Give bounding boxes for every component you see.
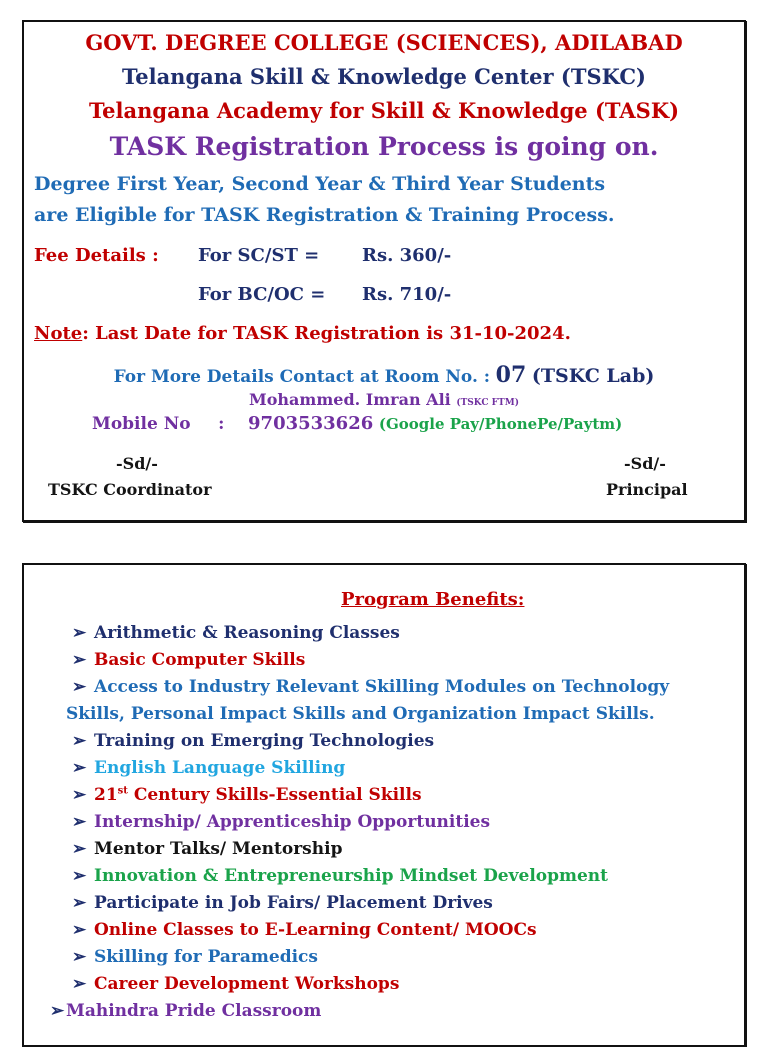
arrow-bullet-icon: ➢: [72, 677, 87, 697]
arrow-bullet-icon: ➢: [72, 758, 87, 778]
mobile-number: 9703533626: [248, 413, 374, 434]
benefit-item: ➢ Career Development Workshops: [72, 974, 400, 994]
registration-notice-box: [22, 20, 746, 522]
college-name: GOVT. DEGREE COLLEGE (SCIENCES), ADILABAD: [85, 30, 683, 55]
benefit-item: ➢ Mentor Talks/ Mentorship: [72, 839, 343, 859]
principal-signature: -Sd/-: [624, 454, 666, 473]
benefit-item: ➢ Online Classes to E-Learning Content/ MOOCs: [72, 920, 537, 940]
arrow-bullet-icon: ➢: [50, 1001, 65, 1021]
benefit-item: ➢ Basic Computer Skills: [72, 650, 306, 670]
mobile-separator: :: [218, 414, 225, 434]
arrow-bullet-icon: ➢: [72, 623, 87, 643]
benefit-item: ➢ Mahindra Pride Classroom: [50, 1001, 322, 1021]
benefits-title: Program Benefits:: [341, 589, 525, 610]
benefit-item: ➢ Training on Emerging Technologies: [72, 731, 435, 751]
fee-sc-st-category: For SC/ST =: [198, 245, 320, 266]
arrow-bullet-icon: ➢: [72, 731, 87, 751]
eligibility-line-1: Degree First Year, Second Year & Third Year Students: [34, 173, 606, 195]
arrow-bullet-icon: ➢: [72, 893, 87, 913]
benefit-item: ➢ Internship/ Apprenticeship Opportunities: [72, 812, 491, 832]
room-number: 07: [495, 362, 527, 388]
coordinator-title: TSKC Coordinator: [48, 480, 212, 499]
note-label: Note: [34, 323, 83, 344]
program-benefits-box: [22, 563, 746, 1047]
benefit-item: ➢ Access to Industry Relevant Skilling Modules on Technology: [72, 677, 670, 697]
arrow-bullet-icon: ➢: [72, 920, 87, 940]
fee-bc-oc-amount: Rs. 710/-: [362, 284, 452, 305]
fee-bc-oc-category: For BC/OC =: [198, 284, 326, 305]
contact-name: Mohammed. Imran Ali: [249, 390, 451, 409]
benefit-item: ➢ Arithmetic & Reasoning Classes: [72, 623, 400, 643]
center-name: Telangana Skill & Knowledge Center (TSKC): [122, 64, 646, 89]
benefit-item: ➢ Participate in Job Fairs/ Placement Drives: [72, 893, 493, 913]
arrow-bullet-icon: ➢: [72, 839, 87, 859]
fee-label: Fee Details :: [34, 245, 159, 266]
coordinator-signature: -Sd/-: [116, 454, 158, 473]
benefit-item: ➢ 21st Century Skills-Essential Skills: [72, 785, 422, 805]
arrow-bullet-icon: ➢: [72, 812, 87, 832]
deadline-note: [34, 323, 571, 344]
note-text: : Last Date for TASK Registration is 31-10-2024.: [82, 323, 571, 344]
room-suffix: (TSKC Lab): [531, 365, 655, 387]
arrow-bullet-icon: ➢: [72, 650, 87, 670]
headline: TASK Registration Process is going on.: [109, 132, 659, 161]
mobile-line: [92, 413, 622, 434]
benefit-item: ➢ English Language Skilling: [72, 758, 346, 778]
arrow-bullet-icon: ➢: [72, 974, 87, 994]
principal-title: Principal: [606, 480, 688, 499]
contact-room-line: [24, 362, 744, 388]
arrow-bullet-icon: ➢: [72, 866, 87, 886]
benefit-item: ➢ Innovation & Entrepreneurship Mindset Development: [72, 866, 609, 886]
mobile-label: Mobile No: [92, 414, 191, 434]
payment-methods: (Google Pay/PhonePe/Paytm): [378, 415, 623, 433]
benefit-item-continuation: Skills, Personal Impact Skills and Organization Impact Skills.: [66, 704, 655, 724]
academy-name: Telangana Academy for Skill & Knowledge (TASK): [88, 98, 680, 123]
contact-person-line: [24, 390, 744, 409]
fee-sc-st-amount: Rs. 360/-: [362, 245, 452, 266]
contact-prefix: For More Details Contact at Room No. :: [113, 367, 491, 387]
benefit-item: ➢ Skilling for Paramedics: [72, 947, 318, 967]
arrow-bullet-icon: ➢: [72, 947, 87, 967]
contact-role: (TSKC FTM): [456, 398, 519, 408]
eligibility-line-2: are Eligible for TASK Registration & Training Process.: [34, 204, 615, 226]
arrow-bullet-icon: ➢: [72, 785, 87, 805]
